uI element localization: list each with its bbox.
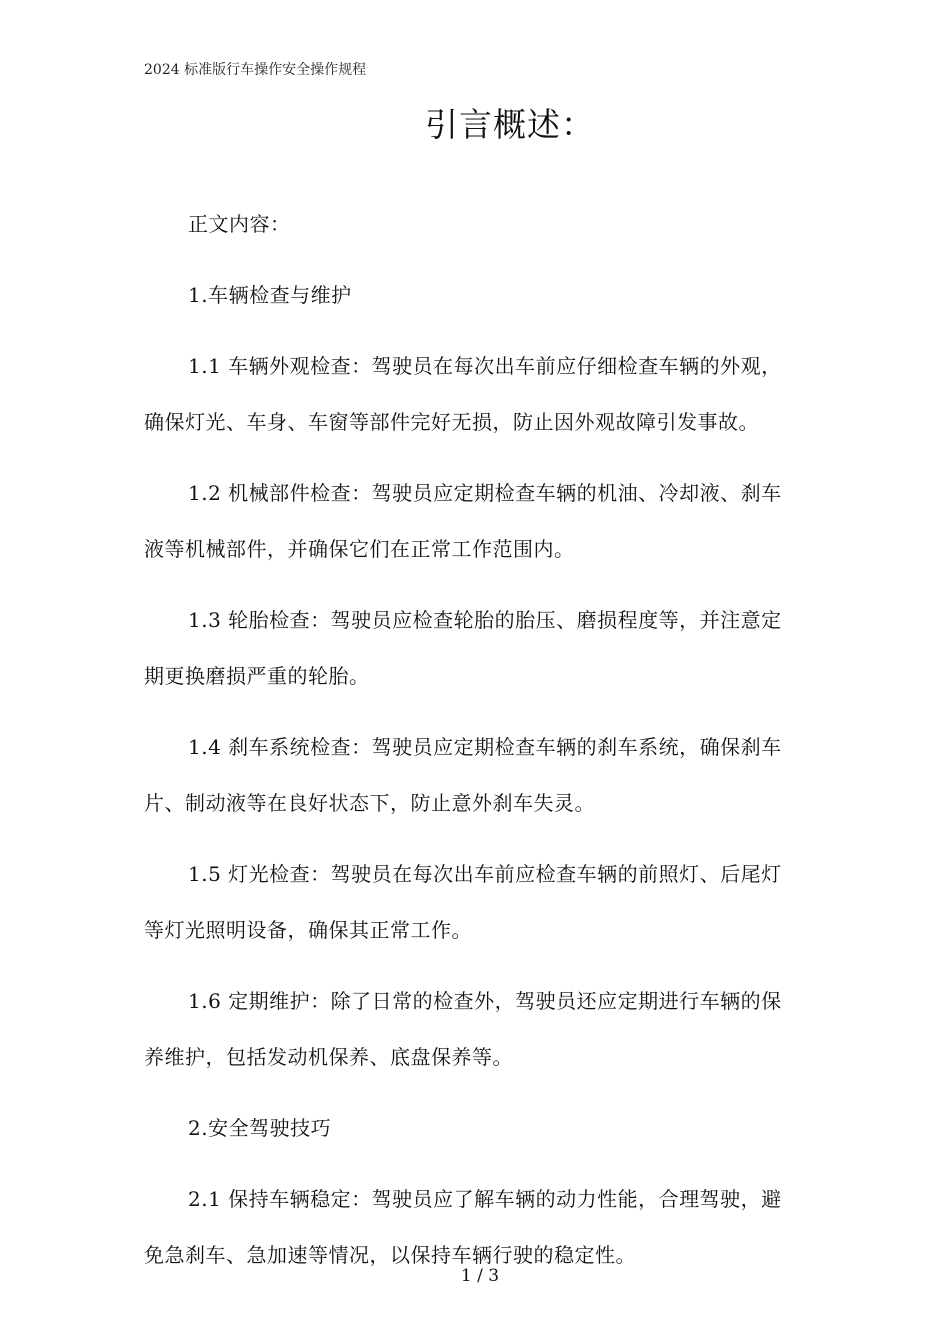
document-body bbox=[144, 196, 796, 1298]
running-header: 2024 标准版行车操作安全操作规程 bbox=[144, 62, 367, 78]
body-paragraph: 1.2 机械部件检查：驾驶员应定期检查车辆的机油、冷却液、刹车液等机械部件，并确保它们在正常工作范围内。 bbox=[144, 481, 782, 561]
body-paragraph: 1.1 车辆外观检查：驾驶员在每次出车前应仔细检查车辆的外观，确保灯光、车身、车窗等部件完好无损，防止因外观故障引发事故。 bbox=[144, 354, 782, 434]
body-paragraph: 1.6 定期维护：除了日常的检查外，驾驶员还应定期进行车辆的保养维护，包括发动机保养、底盘保养等。 bbox=[144, 989, 782, 1069]
body-paragraph: 正文内容： bbox=[188, 212, 291, 236]
body-paragraph: 1.5 灯光检查：驾驶员在每次出车前应检查车辆的前照灯、后尾灯等灯光照明设备，确保其正常工作。 bbox=[144, 862, 782, 942]
section-heading: 1.车辆检查与维护 bbox=[188, 283, 352, 307]
document-title: 引言概述： bbox=[425, 105, 595, 144]
body-paragraph: 2.1 保持车辆稳定：驾驶员应了解车辆的动力性能，合理驾驶，避免急刹车、急加速等情况，以保持车辆行驶的稳定性。 bbox=[144, 1187, 782, 1267]
section-heading: 2.安全驾驶技巧 bbox=[188, 1116, 332, 1140]
body-paragraph: 1.3 轮胎检查：驾驶员应检查轮胎的胎压、磨损程度等，并注意定期更换磨损严重的轮胎。 bbox=[144, 608, 782, 688]
body-paragraph: 1.4 刹车系统检查：驾驶员应定期检查车辆的刹车系统，确保刹车片、制动液等在良好状态下，防止意外刹车失灵。 bbox=[144, 735, 782, 815]
page-number: 1 / 3 bbox=[460, 1266, 500, 1286]
